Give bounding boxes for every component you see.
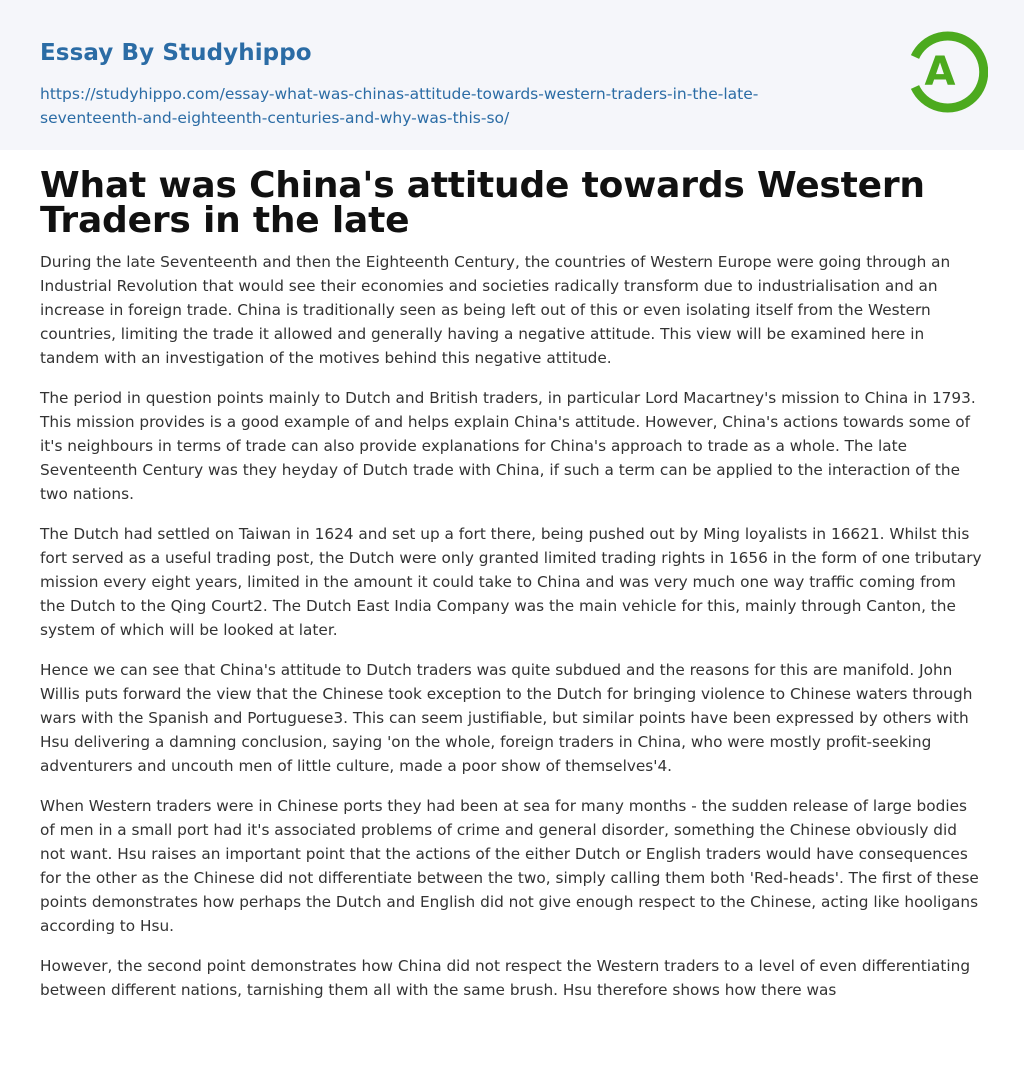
article-paragraph: Hence we can see that China's attitude to Dutch traders was quite subdued and the reasons for this are manifold. John Willis puts forward the view that the Chinese took exception to the Dutch for bringing violence to Chinese waters through wars with the Spanish and Portuguese3. This can seem justifiable, but similar points have been expressed by others with Hsu delivering a damning conclusion, saying 'on the whole, foreign traders in China, who were mostly profit-seeking adventurers and uncouth men of little culture, made a poor show of themselves'4. (40, 661, 973, 775)
logo-letter: A (924, 49, 956, 95)
article (40, 165, 984, 1018)
article-title: What was China's attitude towards Western Traders in the late (40, 165, 925, 241)
site-header (0, 0, 1024, 150)
source-url-link[interactable]: https://studyhippo.com/essay-what-was-chinas-attitude-towards-western-traders-in-the-late-seventeenth-and-eighteenth-centuries-and-why-was-this-so/ (40, 85, 759, 127)
studyhippo-logo-icon[interactable] (902, 28, 988, 116)
brand-title[interactable]: Essay By Studyhippo (40, 40, 312, 66)
article-paragraph: However, the second point demonstrates how China did not respect the Western traders to a level of even differentiating between different nations, tarnishing them all with the same brush. Hsu therefore shows how there was (40, 957, 971, 999)
article-paragraph: The period in question points mainly to Dutch and British traders, in particular Lord Macartney's mission to China in 1793. This mission provides is a good example of and helps explain China's attitude. However, China's actions towards some of it's neighbours in terms of trade can also provide explanations for China's approach to trade as a whole. The late Seventeenth Century was they heyday of Dutch trade with China, if such a term can be applied to the interaction of the two nations. (40, 389, 976, 503)
article-paragraph: During the late Seventeenth and then the Eighteenth Century, the countries of Western Europe were going through an Industrial Revolution that would see their economies and societies radically transform due to industrialisation and an increase in foreign trade. China is traditionally seen as being left out of this or even isolating itself from the Western countries, limiting the trade it allowed and generally having a negative attitude. This view will be examined here in tandem with an investigation of the motives behind this negative attitude. (40, 253, 951, 367)
article-paragraph: When Western traders were in Chinese ports they had been at sea for many months - the sudden release of large bodies of men in a small port had it's associated problems of crime and general disorder, something the Chinese obviously did not want. Hsu raises an important point that the actions of the either Dutch or English traders would have consequences for the other as the Chinese did not differentiate between the two, simply calling them both 'Red-heads'. The first of these points demonstrates how perhaps the Dutch and English did not give enough respect to the Chinese, acting like hooligans according to Hsu. (40, 797, 979, 935)
article-paragraph: The Dutch had settled on Taiwan in 1624 and set up a fort there, being pushed out by Ming loyalists in 16621. Whilst this fort served as a useful trading post, the Dutch were only granted limited trading rights in 1656 in the form of one tributary mission every eight years, limited in the amount it could take to China and was very much one way traffic coming from the Dutch to the Qing Court2. The Dutch East India Company was the main vehicle for this, mainly through Canton, the system of which will be looked at later. (40, 525, 982, 639)
